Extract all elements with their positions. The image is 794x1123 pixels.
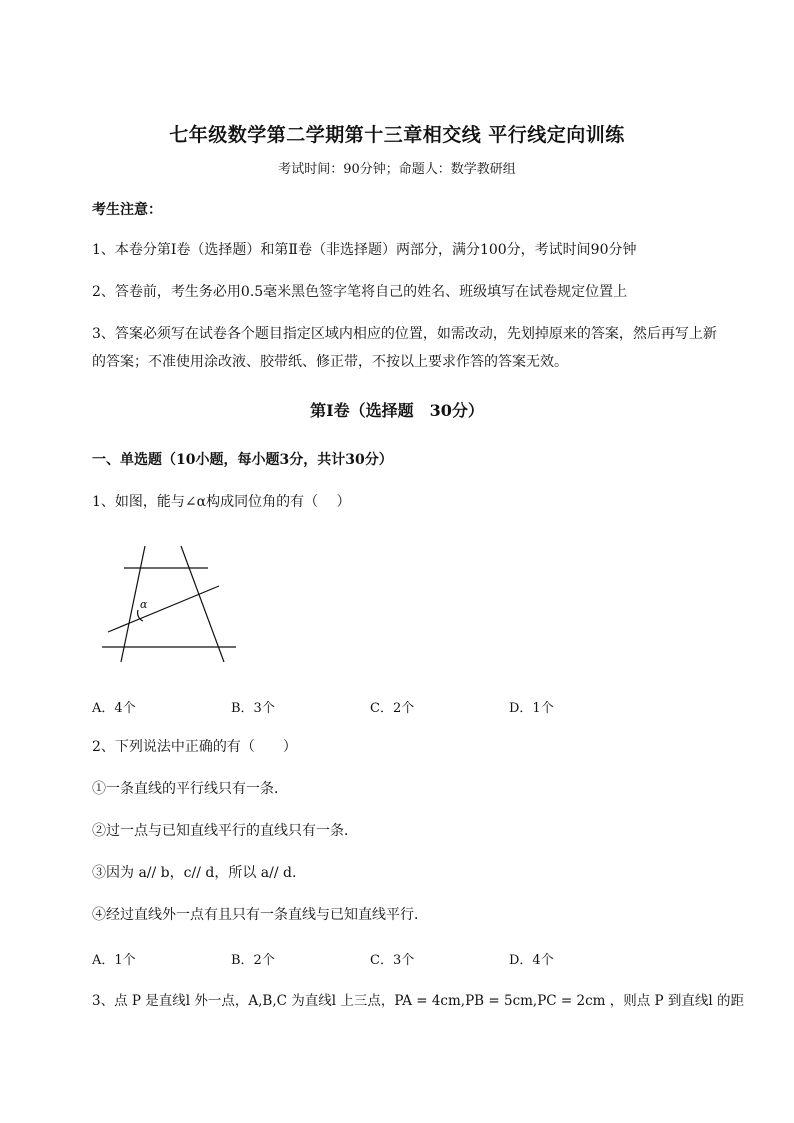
question-2-choice-d[interactable]: D．4个 <box>509 953 554 968</box>
note-item-3-continued: 的答案；不准使用涂改液、胶带纸、修正带，不按以上要求作答的答案无效。 <box>92 354 568 370</box>
question-1-choice-c[interactable]: C．2个 <box>370 701 415 716</box>
question-3-stem: 3、点 P 是直线l 外一点，A,B,C 为直线l 上三点，PA = 4cm,PB = 5cm,PC = 2cm ，则点 P 到直线l 的距 <box>92 993 745 1009</box>
exam-subtitle: 考试时间：90分钟；命题人：数学教研组 <box>278 162 516 177</box>
note-item-1: 1、本卷分第I卷（选择题）和第Ⅱ卷（非选择题）两部分，满分100分，考试时间90分钟 <box>92 242 637 258</box>
note-item-2: 2、答卷前，考生务必用0.5毫米黑色签字笔将自己的姓名、班级填写在试卷规定位置上 <box>92 284 628 300</box>
question-2-statement-2: ②过一点与已知直线平行的直线只有一条． <box>92 823 358 839</box>
question-1-choice-b[interactable]: B．3个 <box>231 701 275 716</box>
question-2-statement-1: ①一条直线的平行线只有一条． <box>92 781 288 797</box>
notes-heading: 考生注意： <box>92 202 162 218</box>
question-2-statement-3: ③因为 a// b，c// d，所以 a// d. <box>92 865 297 881</box>
question-2-statement-4: ④经过直线外一点有且只有一条直线与已知直线平行． <box>92 907 428 923</box>
question-1-choices <box>92 697 752 721</box>
figure-slanted-line <box>108 586 219 632</box>
question-2-choice-c[interactable]: C．3个 <box>370 953 415 968</box>
section-title: 第I卷（选择题 30分） <box>310 401 484 420</box>
note-item-3: 3、答案必须写在试卷各个题目指定区域内相应的位置，如需改动，先划掉原来的答案，然后再写上新 <box>92 326 717 342</box>
question-2-choice-b[interactable]: B．2个 <box>231 953 275 968</box>
question-1-choice-d[interactable]: D．1个 <box>509 701 554 716</box>
exam-title: 七年级数学第二学期第十三章相交线 平行线定向训练 <box>169 124 625 146</box>
part-heading: 一、单选题（10小题，每小题3分，共计30分） <box>92 452 393 468</box>
question-2-choice-a[interactable]: A．1个 <box>92 953 136 968</box>
question-1-stem: 1、如图，能与∠α构成同位角的有（ ） <box>92 494 351 510</box>
alpha-angle-label: α <box>140 598 148 611</box>
question-1-figure <box>96 538 246 668</box>
question-2-choices <box>92 949 752 973</box>
figure-right-transversal <box>181 546 224 662</box>
question-1-choice-a[interactable]: A．4个 <box>92 701 136 716</box>
question-2-stem: 2、下列说法中正确的有（ ） <box>92 739 297 755</box>
